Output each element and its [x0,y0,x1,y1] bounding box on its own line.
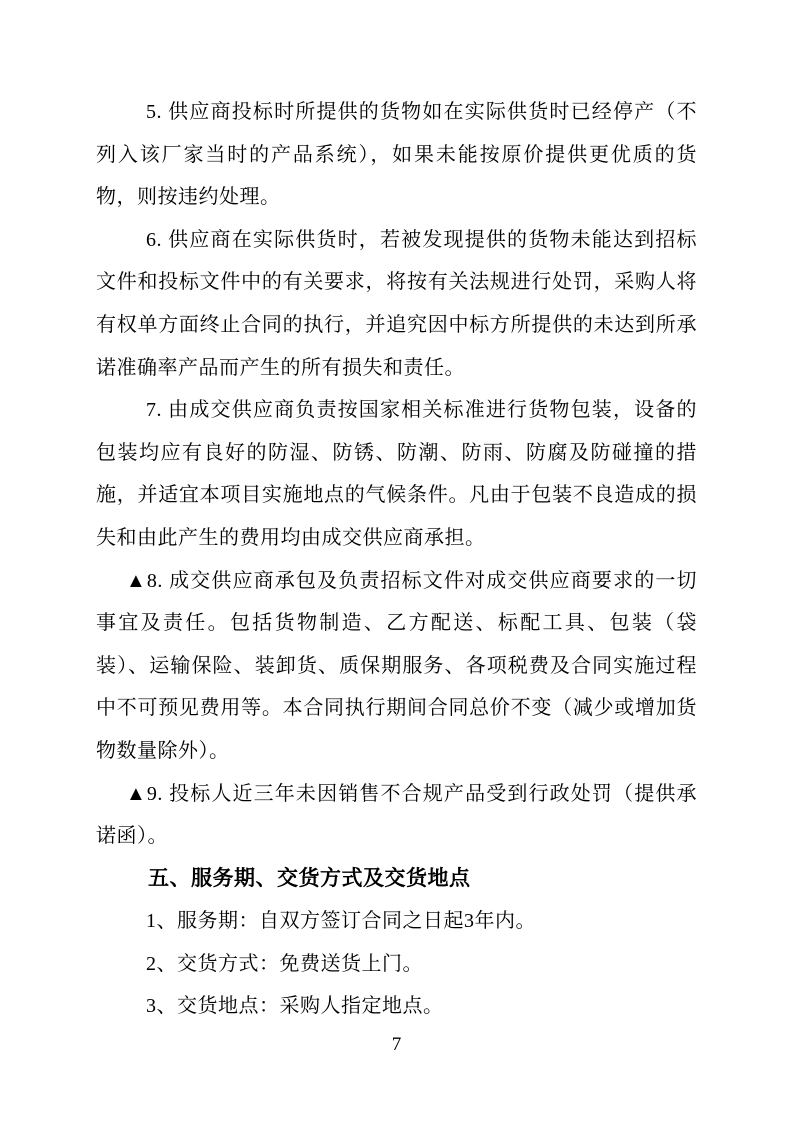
clause-7: 7. 由成交供应商负责按国家相关标准进行货物包装，设备的包装均应有良好的防湿、防锈、防潮、防雨、防腐及防碰撞的措施，并适宜本项目实施地点的气候条件。凡由于包装不良造成的损失和由此产生的费用均由成交供应商承担。 [96,399,697,549]
clause-9-important: ▲9. 投标人近三年未因销售不合规产品受到行政处罚（提供承诺函）。 [96,782,697,848]
delivery-term-delivery-method: 2、交货方式：免费送货上门。 [146,952,423,975]
clause-8-important: ▲8. 成交供应商承包及负责招标文件对成交供应商要求的一切事宜及责任。包括货物制造、乙方配送、标配工具、包装（袋装）、运输保险、装卸货、质保期服务、各项税费及合同实施过程中不可预见费用等。本合同执行期间合同总价不变（减少或增加货物数量除外）。 [96,569,697,762]
delivery-term-delivery-location: 3、交货地点：采购人指定地点。 [146,995,444,1018]
page-number: 7 [391,1034,402,1055]
clause-5: 5. 供应商投标时所提供的货物如在实际供货时已经停产（不列入该厂家当时的产品系统），如果未能按原价提供更优质的货物，则按违约处理。 [96,101,697,209]
section-heading-delivery: 五、服务期、交货方式及交货地点 [148,866,471,890]
delivery-term-service-period: 1、服务期：自双方签订合同之日起3年内。 [146,910,536,933]
clause-6: 6. 供应商在实际供货时，若被发现提供的货物未能达到招标文件和投标文件中的有关要求，将按有关法规进行处罚，采购人将有权单方面终止合同的执行，并追究因中标方所提供的未达到所承诺准确率产品而产生的所有损失和责任。 [96,228,697,379]
document-body [96,91,697,1028]
